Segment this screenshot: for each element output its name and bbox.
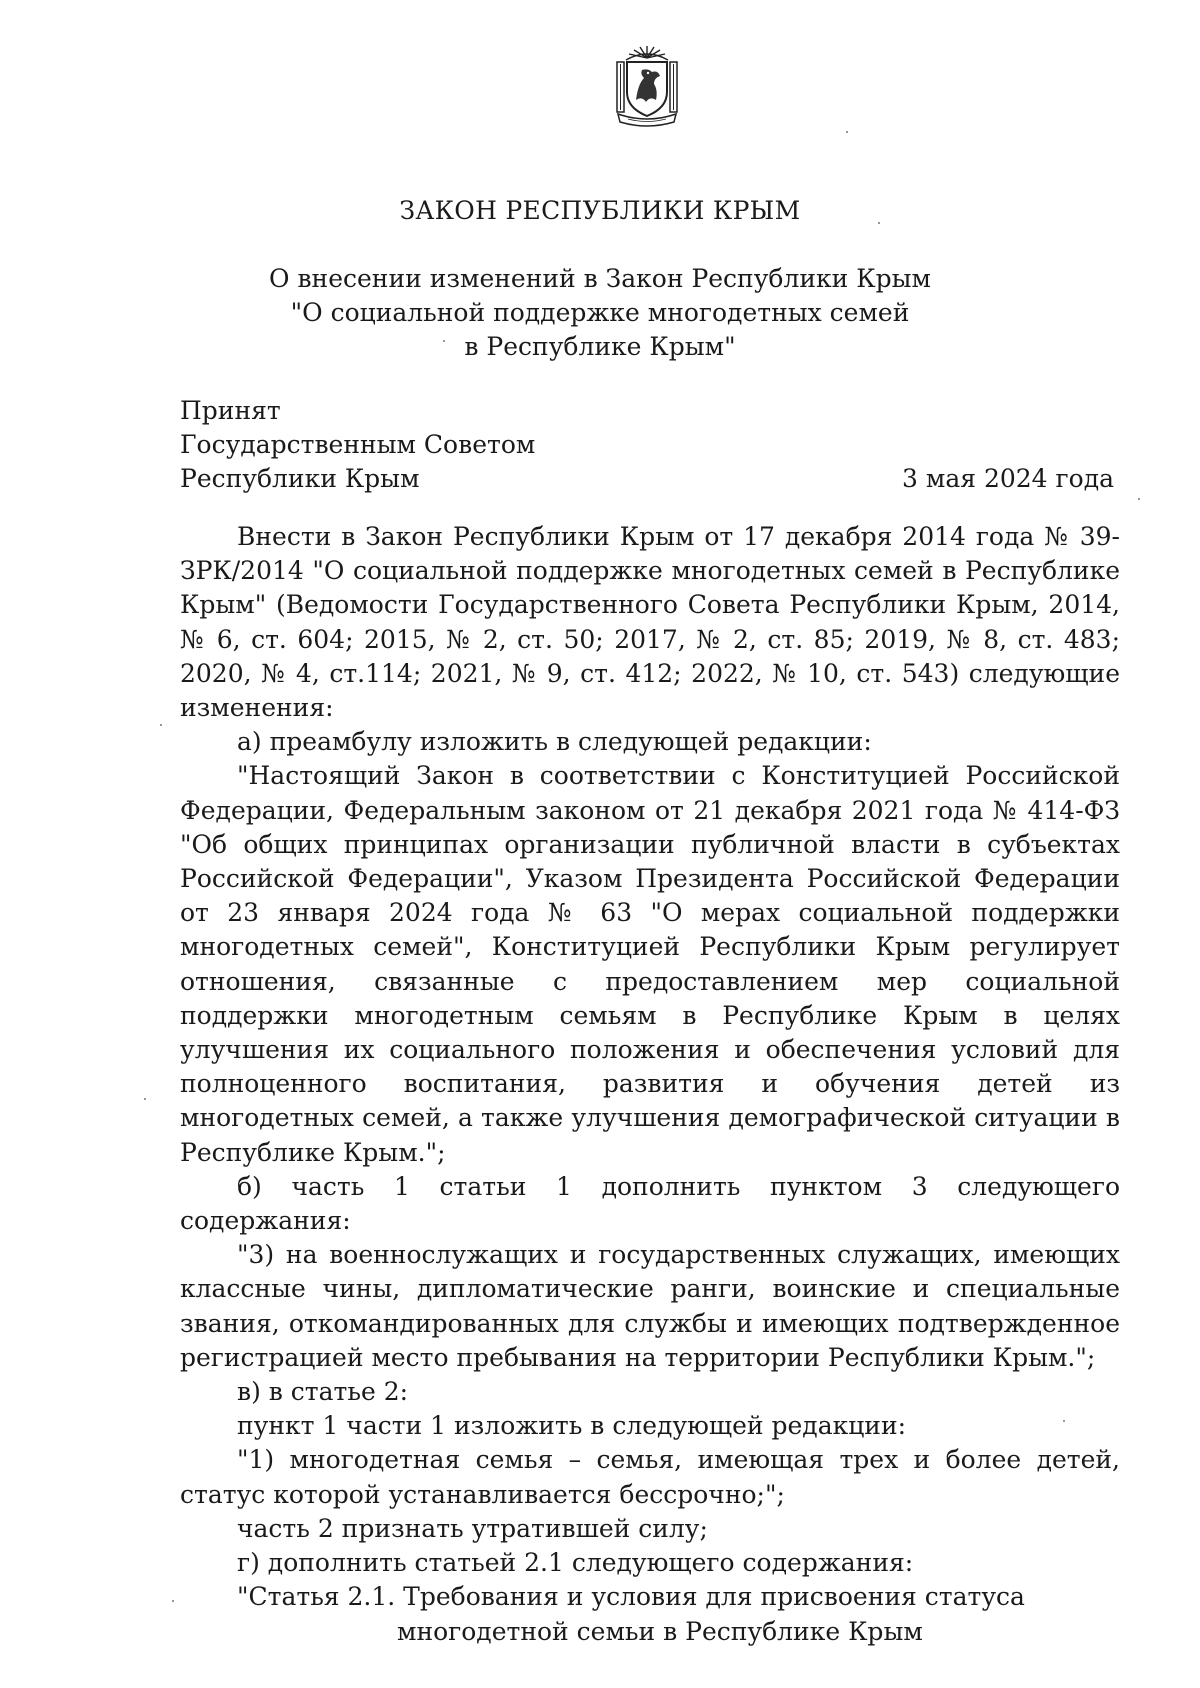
document-body [180, 520, 1120, 1649]
body-paragraph: б) часть 1 статьи 1 дополнить пунктом 3 следующего содержания: [180, 1171, 1120, 1236]
adoption-line: Республики Крым [180, 464, 420, 493]
body-paragraph: пункт 1 части 1 изложить в следующей редакции: [237, 1411, 907, 1441]
body-paragraph: г) дополнить статьей 2.1 следующего содержания: [237, 1548, 914, 1578]
body-paragraph: Внести в Закон Республики Крым от 17 декабря 2014 года № 39-ЗРК/2014 "О социальной поддержке многодетных семей в Республике Крым" (Ведомости Государственного Совета Республики Крым, 2014, № 6, ст. 604; 2015, № 2, ст. 50; 2017, № 2, ст. 85; 2019, № 8, ст. 483; 2020, № 4, ст.114; 2021, № 9, ст. 412; 2022, № 10, ст. 543) следующие изменения: [180, 522, 1120, 723]
adoption-block [180, 394, 1120, 496]
adoption-line: Государственным Советом [180, 430, 536, 459]
scan-speck [878, 222, 880, 224]
scan-speck [846, 131, 848, 133]
body-paragraph: часть 2 признать утратившей силу; [237, 1513, 708, 1543]
body-paragraph: "Настоящий Закон в соответствии с Конституцией Российской Федерации, Федеральным законом от 21 декабря 2021 года № 414-ФЗ "Об общих принципах организации публичной власти в субъектах Российской Федерации", Указом Президента Российской Федерации от 23 января 2024 года № 63 "О мерах социальной поддержки многодетных семей", Конституцией Республики Крым регулирует отношения, связанные с предоставлением мер социальной поддержки многодетным семьям в Республике Крым в целях улучшения их социального положения и обеспечения условий для полноценного воспитания, развития и обучения детей из многодетных семей, а также улучшения демографической ситуации в Республике Крым."; [180, 761, 1120, 1167]
article-heading [180, 1580, 1120, 1648]
subtitle-line: в Республике Крым" [464, 332, 736, 361]
subtitle-line: "О социальной поддержке многодетных семей [290, 298, 910, 327]
scan-speck [1138, 498, 1140, 500]
document-subtitle [0, 262, 1200, 364]
body-paragraph: а) преамбулу изложить в следующей редакции: [237, 727, 872, 757]
scan-speck [160, 724, 162, 726]
document-title: ЗАКОН РЕСПУБЛИКИ КРЫМ [399, 196, 801, 225]
body-paragraph: в) в статье 2: [237, 1377, 409, 1407]
scan-speck [172, 1600, 174, 1602]
adoption-row [180, 462, 1120, 496]
adoption-date: 3 мая 2024 года [902, 464, 1114, 493]
scan-speck [144, 1098, 146, 1100]
article-heading-line: многодетной семьи в Республике Крым [397, 1616, 923, 1646]
adoption-line: Принят [180, 396, 281, 425]
subtitle-line: О внесении изменений в Закон Республики Крым [269, 264, 931, 293]
article-heading-line: "Статья 2.1. Требования и условия для присвоения статуса [237, 1582, 1025, 1612]
crimea-coat-of-arms-icon [614, 44, 680, 128]
body-paragraph: "1) многодетная семья – семья, имеющая трех и более детей, статус которой устанавливается бессрочно;"; [180, 1445, 1120, 1509]
scan-speck [1063, 1420, 1065, 1422]
scan-speck [443, 340, 445, 342]
body-paragraph: "3) на военнослужащих и государственных служащих, имеющих классные чины, дипломатические ранги, воинские и специальные звания, откомандированных для службы и имеющих подтвержденное регистрацией место пребывания на территории Республики Крым."; [180, 1240, 1120, 1372]
